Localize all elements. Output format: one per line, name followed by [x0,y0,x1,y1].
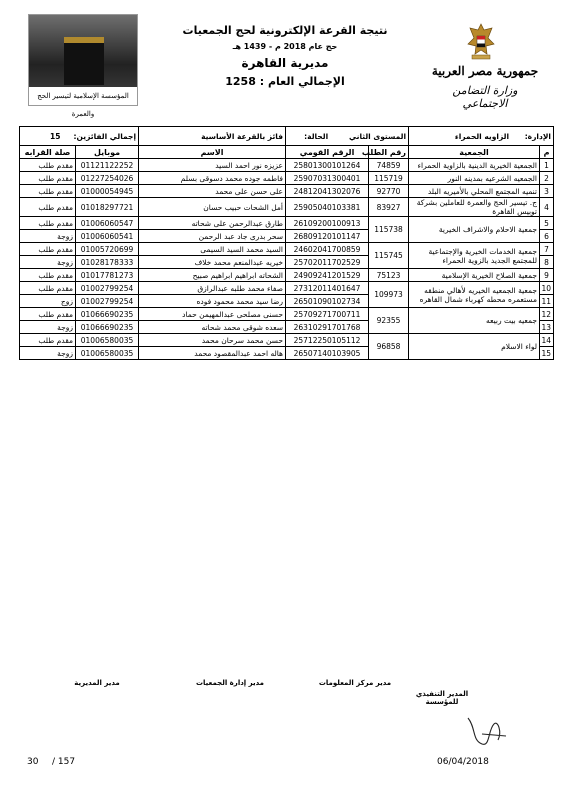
row-index: 4 [540,198,554,217]
request-number-cell: 75123 [369,269,409,282]
name-cell: عزيزه نور احمد السيد [139,159,286,172]
col-header-association: الجمعية [409,146,540,159]
national-id-cell: 25907031300401 [286,172,369,185]
association-cell: الجمعية الخيرية الدينية بالزاوية الحمراء [409,159,540,172]
national-id-cell: 25702011702529 [286,256,369,269]
row-index: 9 [540,269,554,282]
request-number-cell: 115719 [369,172,409,185]
national-id-cell: 24812041302076 [286,185,369,198]
results-table [19,126,554,360]
relation-cell: مقدم طلب [20,159,76,172]
name-cell: فاطمه جوده محمد دسوقى بسلم [139,172,286,185]
name-cell: حسن محمد سرحان محمد [139,334,286,347]
sig-info-center-director: مدير مركز المعلومات [318,679,392,687]
request-number-cell: 92770 [369,185,409,198]
row-index: 15 [540,347,554,360]
row-index: 3 [540,185,554,198]
sig-associations-director: مدير إدارة الجمعيات [195,679,265,687]
relation-cell: مقدم طلب [20,269,76,282]
row-index: 11 [540,295,554,308]
page-subtitle: حج عام 2018 م - 1439 هـ [232,42,338,51]
admin-value: الزاويه الحمراء [454,131,510,141]
kaaba-logo [28,14,138,118]
signature-icon [462,710,512,750]
status-label: الحالة: [304,131,329,141]
mobile-cell: 01017781273 [76,269,139,282]
national-id-cell: 25712250105112 [286,334,369,347]
association-cell: لواء الاسلام [409,334,540,360]
table-row [20,159,554,172]
sig-executive-director: المدير التنفيذي للمؤسسة [415,690,469,706]
name-cell: أمل الشحات حبيب حسان [139,198,286,217]
mobile-cell: 01006580035 [76,334,139,347]
relation-cell: مقدم طلب [20,282,76,295]
national-id-cell: 25905040103381 [286,198,369,217]
relation-cell: زوجة [20,256,76,269]
row-index: 7 [540,243,554,256]
kaaba-icon [64,37,104,85]
national-id-cell: 25709271700711 [286,308,369,321]
page-title: نتيجة القرعة الإلكترونية لحج الجمعيات [182,24,388,37]
row-index: 13 [540,321,554,334]
eagle-emblem-icon [466,22,496,64]
mobile-cell: 01006580035 [76,347,139,360]
association-cell: جمعية الجمعيه الخيريه لأهالي منطقه مستعمره محطه كهرباء شمال القاهره [409,282,540,308]
name-cell: هاله احمد عبدالمقصود محمد [139,347,286,360]
col-header-name: الاسم [139,146,286,159]
level-value: المستوى الثاني [349,131,407,141]
relation-cell: مقدم طلب [20,198,76,217]
name-cell: صفاء محمد طلبه عبدالرازق [139,282,286,295]
association-cell: ج. تيسير الحج والعمرة للعاملين بشركة توبيس القاهرة [409,198,540,217]
admin-label: الإدارة: [524,131,552,141]
request-number-cell: 83927 [369,198,409,217]
relation-cell: زوجة [20,230,76,243]
relation-cell: مقدم طلب [20,217,76,230]
association-cell: جمعية الصلاح الخيرية الإسلامية [409,269,540,282]
row-index: 8 [540,256,554,269]
republic-name: جمهورية مصر العربية [431,64,539,78]
mobile-cell: 01028178333 [76,256,139,269]
name-cell: الشحاته ابراهيم ابراهيم صبيح [139,269,286,282]
mobile-cell: 01005720699 [76,243,139,256]
row-index: 14 [540,334,554,347]
mobile-cell: 01002799254 [76,282,139,295]
national-id-cell: 26310291701768 [286,321,369,334]
grand-total-label: الإجمالي العام : [259,75,345,88]
table-row [20,334,554,347]
mobile-cell: 01018297721 [76,198,139,217]
winners-label: إجمالي الفائزين: [73,131,137,141]
table-row [20,172,554,185]
mobile-cell: 01002799254 [76,295,139,308]
name-cell: على حسن على محمد [139,185,286,198]
col-header-mobile: موبايل [76,146,139,159]
mobile-cell: 01066690235 [76,321,139,334]
status-cell [139,127,286,146]
national-id-cell: 26109200100913 [286,217,369,230]
mobile-cell: 01006060547 [76,217,139,230]
national-id-cell: 24602041700859 [286,243,369,256]
name-cell: خيريه عبدالمنعم محمد خلاف [139,256,286,269]
table-row [20,308,554,321]
status-value: فائز بالقرعة الأساسية [201,131,284,141]
mobile-cell: 01066690235 [76,308,139,321]
national-id-cell: 26809120101147 [286,230,369,243]
relation-cell: زوجة [20,321,76,334]
table-row [20,269,554,282]
col-header-index: م [540,146,554,159]
col-header-relation: صلة القرابه [20,146,76,159]
table-row [20,217,554,230]
relation-cell: مقدم طلب [20,185,76,198]
association-cell: الجمعيه الشرعيه بمدينه النور [409,172,540,185]
col-header-national-id: الرقم القومي [286,146,369,159]
col-header-request: رقم الطلب [369,146,409,159]
table-row [20,198,554,217]
national-id-cell: 24909241201529 [286,269,369,282]
relation-cell: زوجة [20,347,76,360]
association-cell: جمعية الاحلام والاشراف الخيرية [409,217,540,243]
row-index: 1 [540,159,554,172]
print-date: 06/04/2018 [437,757,489,767]
request-number-cell: 109973 [369,282,409,308]
association-cell: تنميه المجتمع المحلي بالأميريه البلد [409,185,540,198]
row-index: 10 [540,282,554,295]
level-cell [286,127,409,146]
mobile-cell: 01006060541 [76,230,139,243]
directorate-name: مديرية القاهرة [241,56,329,70]
table-row [20,243,554,256]
admin-cell [409,127,554,146]
name-cell: سعده شوقى محمد شحاته [139,321,286,334]
row-index: 6 [540,230,554,243]
name-cell: سحر بدرى جاد عبد الرحمن [139,230,286,243]
relation-cell: مقدم طلب [20,243,76,256]
national-id-cell: 25801300101264 [286,159,369,172]
request-number-cell: 115745 [369,243,409,269]
page-number: 30 [27,757,39,767]
name-cell: طارق عبدالرحمن على شحاته [139,217,286,230]
request-number-cell: 74859 [369,159,409,172]
name-cell: السيد محمد السيد السيمى [139,243,286,256]
request-number-cell: 96858 [369,334,409,360]
ministry-name: وزارة التضامن الاجتماعي [452,84,518,110]
name-cell: حسنى مصلحى عبدالمهيمن حماد [139,308,286,321]
national-id-cell: 26507140103905 [286,347,369,360]
mobile-cell: 01121122252 [76,159,139,172]
national-id-cell: 27312011401647 [286,282,369,295]
grand-total-value: 1258 [225,75,256,88]
association-cell: جمعيه بيت ربيعه [409,308,540,334]
national-id-cell: 26501090102734 [286,295,369,308]
sig-directorate-director: مدير المديرية [74,679,120,687]
row-index: 12 [540,308,554,321]
relation-cell: مقدم طلب [20,172,76,185]
header-row [20,146,554,159]
row-index: 5 [540,217,554,230]
row-index: 2 [540,172,554,185]
info-row [20,127,554,146]
request-number-cell: 115738 [369,217,409,243]
winners-cell [20,127,139,146]
request-number-cell: 92355 [369,308,409,334]
grand-total [215,75,355,88]
association-cell: جمعية الخدمات الخيرية والإجتماعية للمجتمع الجديد بالزوية الحمراء [409,243,540,269]
relation-cell: مقدم طلب [20,334,76,347]
mobile-cell: 01000054945 [76,185,139,198]
page-total: / 157 [52,757,76,767]
relation-cell: زوج [20,295,76,308]
table-row [20,185,554,198]
relation-cell: مقدم طلب [20,308,76,321]
mobile-cell: 01227254026 [76,172,139,185]
logo-caption: المؤسسة الإسلامية لتيسير الحج والعمرة [29,87,137,105]
name-cell: رضا سيد محمد محمود فوده [139,295,286,308]
winners-value: 15 [50,131,61,141]
table-row [20,282,554,295]
